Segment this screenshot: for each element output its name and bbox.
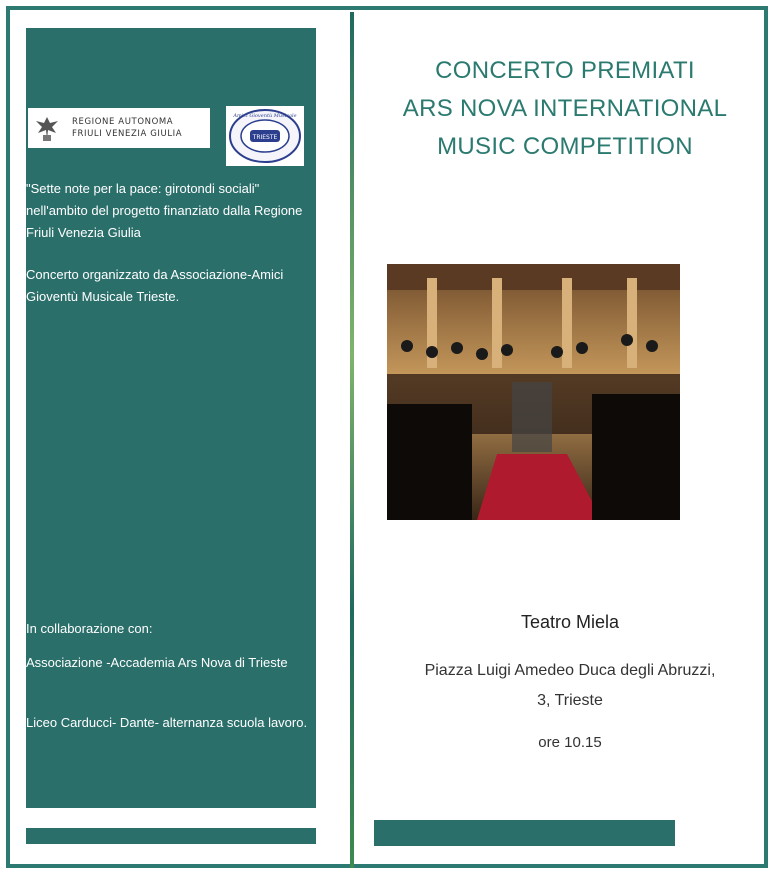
- gm-seal-icon: [228, 108, 302, 164]
- collaboration-heading: In collaborazione con:: [26, 621, 153, 636]
- gm-logo-text: Amici Gioventù Musicale: [233, 113, 297, 119]
- left-footer-bar: [26, 828, 316, 844]
- address-line-2: 3, Trieste: [537, 692, 603, 709]
- title-line-1: CONCERTO PREMIATI: [435, 57, 695, 84]
- title-line-3: MUSIC COMPETITION: [437, 133, 693, 160]
- fold-divider: [350, 12, 354, 868]
- region-logo-text: [72, 116, 182, 140]
- orchestra-photo: [387, 264, 680, 520]
- title-line-2: ARS NOVA INTERNATIONAL: [402, 95, 728, 122]
- gm-logo-city: TRIESTE: [252, 134, 278, 141]
- project-description: "Sette note per la pace: girotondi sociali" nell'ambito del progetto finanziato dalla Regione Friuli Venezia Giulia: [26, 181, 303, 240]
- concert-time: ore 10.15: [538, 734, 602, 751]
- organizer-text: Concerto organizzato da Associazione-Amici Gioventù Musicale Trieste.: [26, 267, 284, 304]
- address-line-1: Piazza Luigi Amedeo Duca degli Abruzzi,: [424, 662, 716, 679]
- collaborator-ars-nova: Associazione -Accademia Ars Nova di Trieste: [26, 655, 288, 670]
- right-footer-bar: [374, 820, 675, 846]
- eagle-icon: [32, 113, 62, 143]
- gioventu-musicale-logo: [226, 106, 304, 166]
- collaborator-liceo: Liceo Carducci- Dante- alternanza scuola lavoro.: [26, 715, 308, 730]
- region-logo-line1: REGIONE AUTONOMA: [72, 117, 174, 127]
- concert-title: [380, 52, 750, 166]
- venue-address: [380, 656, 760, 716]
- venue-name: Teatro Miela: [520, 612, 620, 632]
- region-logo: [28, 108, 210, 148]
- region-logo-line2: FRIULI VENEZIA GIULIA: [72, 129, 183, 139]
